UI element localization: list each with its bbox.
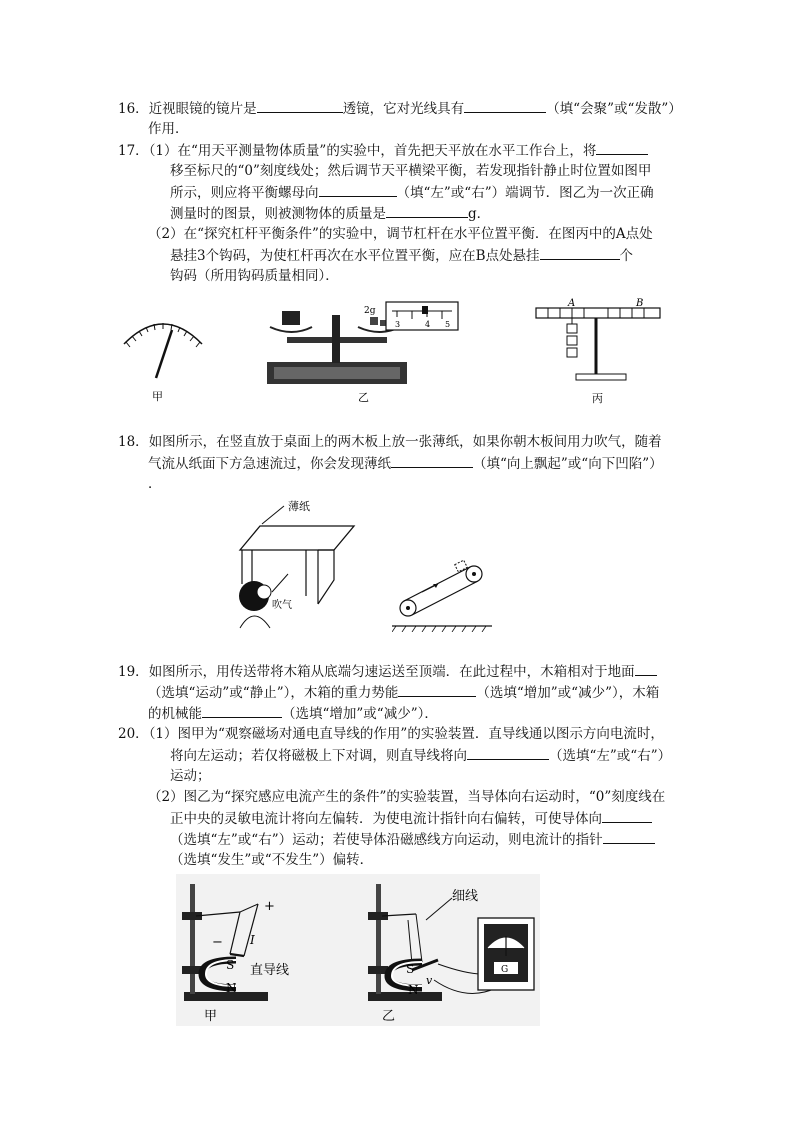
- current-label: I: [250, 933, 255, 947]
- figure-a-label: 甲: [204, 1009, 218, 1024]
- q20-p2-text-c: （选填“左”或“右”）运动；若使导体沿磁感线方向运动，则电流计的指针: [170, 832, 603, 848]
- q18-line3: [148, 474, 162, 494]
- q17-blank1[interactable]: [596, 140, 648, 155]
- q20-line3: [170, 766, 211, 786]
- q17-p1-text-d2: g．: [468, 206, 491, 222]
- q19-figure-conveyor: [392, 548, 498, 632]
- q17-p1-text-d1: 测量时的图景，则被测物体的质量是: [170, 206, 386, 222]
- q17-line6: [170, 245, 633, 266]
- s-pole-label-a: S: [226, 958, 235, 972]
- q16-number: 16．: [118, 101, 149, 117]
- q20-p1-text-b2: （选填“左”或“右”）: [549, 748, 672, 764]
- s-pole-label-b: S: [406, 962, 415, 976]
- blow-label: 吹气: [272, 600, 292, 611]
- q20-line5: [170, 808, 652, 829]
- q16-line2: [148, 119, 189, 139]
- q19-text2b: （选填“增加”或“减少”），木箱: [476, 685, 660, 701]
- q18-figure-blow-paper: [232, 492, 364, 632]
- q16-text3: （填“会聚”或“发散”）: [546, 101, 682, 117]
- q20-line6: [170, 829, 655, 850]
- q17-p1-text-a: （1）在“用天平测量物体质量”的实验中，首先把天平放在水平工作台上，将: [148, 143, 597, 159]
- q16-text1: 近视眼镜的镜片是: [148, 101, 257, 117]
- q17-blank2[interactable]: [319, 182, 397, 197]
- q17-p1-text-b: 移至标尺的“0”刻度线处；然后调节天平横梁平衡，若发现指针静止时位置如图甲: [170, 163, 652, 179]
- wire-label: 直导线: [250, 963, 290, 978]
- q18-blank1[interactable]: [391, 453, 473, 468]
- q20-p1-text-a: （1）图甲为“观察磁场对通电直导线的作用”的实验装置．直导线通以图示方向电流时，: [148, 726, 664, 742]
- q19-blank3[interactable]: [202, 703, 282, 718]
- q17-line1: [118, 140, 648, 161]
- q16-blank1[interactable]: [257, 98, 343, 113]
- n-pole-label-b: N: [408, 983, 419, 997]
- q17-figure-b-balance: [262, 297, 462, 407]
- q17-line5: [148, 224, 653, 244]
- q19-text3a: 的机械能: [148, 706, 202, 722]
- q19-blank2[interactable]: [398, 682, 476, 697]
- q17-line3: [170, 182, 654, 203]
- q16-text4: 作用．: [148, 121, 189, 137]
- q17-p2-text-c: 钩码（所用钩码质量相同）．: [170, 268, 339, 284]
- q16-line1: [118, 98, 682, 119]
- q18-text2b: （填“向上飘起”或“向下凹陷”）: [473, 456, 663, 472]
- q17-figure-c-lever: [532, 298, 662, 410]
- q20-number: 20．: [118, 726, 149, 742]
- q17-line7: [170, 266, 339, 286]
- q18-text2a: 气流从纸面下方急速流过，你会发现薄纸: [148, 456, 391, 472]
- point-b-label: B: [636, 298, 644, 309]
- q20-blank1[interactable]: [467, 745, 549, 760]
- q20-blank3[interactable]: [603, 829, 655, 844]
- q18-text3: ．: [148, 476, 162, 492]
- q17-p2-text-b1: 悬挂3个钩码，为使杠杆再次在水平位置平衡，应在B点处悬挂: [170, 248, 540, 264]
- q17-p2-text-b2: 个: [619, 248, 634, 264]
- wooden-box: [455, 560, 468, 572]
- q17-figure-c-label: 丙: [592, 392, 603, 405]
- lever-bar: [536, 308, 660, 318]
- q18-line2: [148, 453, 663, 474]
- svg-text:4: 4: [425, 320, 431, 329]
- q18-number: 18．: [118, 434, 149, 450]
- q19-text3b: （选填“增加”或“减少”）．: [282, 706, 438, 722]
- q19-text1: 如图所示，用传送带将木箱从底端匀速运送至顶端．在此过程中，木箱相对于地面: [148, 664, 635, 680]
- fine-wire-label: 细线: [452, 889, 479, 904]
- q16-blank2[interactable]: [464, 98, 546, 113]
- svg-text:3: 3: [395, 320, 401, 329]
- q16-text2: 透镜，它对光线具有: [342, 101, 465, 117]
- q17-number: 17．: [118, 143, 149, 159]
- object-block: [282, 311, 300, 325]
- galvanometer-symbol: G: [501, 965, 509, 975]
- q17-p1-text-c1: 所示，则应将平衡螺母向: [170, 185, 319, 201]
- q17-line4: [170, 203, 490, 224]
- q17-p2-text-a: （2）在“探究杠杆平衡条件”的实验中，调节杠杆在水平位置平衡．在图丙中的A点处: [148, 226, 653, 242]
- q17-p1-text-c2: （填“左”或“右”）端调节．图乙为一次正确: [396, 185, 654, 201]
- q20-figure-magnet-experiments: [176, 874, 540, 1026]
- q17-figure-a-label: 甲: [152, 390, 163, 403]
- q20-p1-text-c: 运动；: [170, 768, 211, 784]
- q20-p1-text-b1: 将向左运动；若仅将磁极上下对调，则直导线将向: [170, 748, 467, 764]
- q17-blank4[interactable]: [540, 245, 620, 260]
- thin-paper: [240, 526, 354, 550]
- q20-p2-text-b: 正中央的灵敏电流计将向左偏转．为使电流计指针向右偏转，可使导体向: [170, 811, 602, 827]
- q19-blank1[interactable]: [635, 661, 657, 676]
- paper-label: 薄纸: [288, 500, 310, 513]
- q20-line4: [148, 787, 665, 807]
- svg-text:5: 5: [445, 320, 451, 329]
- q19-line2: [148, 682, 659, 703]
- svg-text:2g: 2g: [364, 306, 376, 316]
- q19-line3: [148, 703, 438, 724]
- q17-figure-a-scale: [118, 304, 208, 404]
- q20-line7: [170, 850, 373, 870]
- q18-text1: 如图所示，在竖直放于桌面上的两木板上放一张薄纸，如果你朝木板间用力吹气，随着: [148, 434, 662, 450]
- q17-blank3[interactable]: [386, 203, 468, 218]
- q19-number: 19．: [118, 664, 149, 680]
- point-a-label: A: [568, 298, 576, 309]
- hook-weight-3: [567, 348, 577, 357]
- q19-text2a: （选填“运动”或“静止”），木箱的重力势能: [148, 685, 399, 701]
- q17-figure-b-label: 乙: [358, 391, 369, 404]
- q20-line2: [170, 745, 671, 766]
- n-pole-label-a: N: [226, 981, 237, 995]
- plus-terminal-label: +: [264, 899, 275, 914]
- figure-b-label: 乙: [382, 1009, 396, 1024]
- q20-p2-text-d: （选填“发生”或“不发生”）偏转．: [170, 852, 374, 868]
- q20-p2-text-a: （2）图乙为“探究感应电流产生的条件”的实验装置，当导体向右运动时，“0”刻度线在: [148, 789, 666, 805]
- q20-line1: [118, 724, 664, 744]
- hook-weight-2: [567, 336, 577, 345]
- minus-terminal-label: −: [212, 935, 223, 950]
- hook-weight-1: [567, 324, 577, 333]
- q17-line2: [170, 161, 651, 181]
- velocity-label: v: [426, 974, 433, 987]
- q18-line1: [118, 432, 662, 452]
- q20-blank2[interactable]: [602, 808, 652, 823]
- q19-line1: [118, 661, 657, 682]
